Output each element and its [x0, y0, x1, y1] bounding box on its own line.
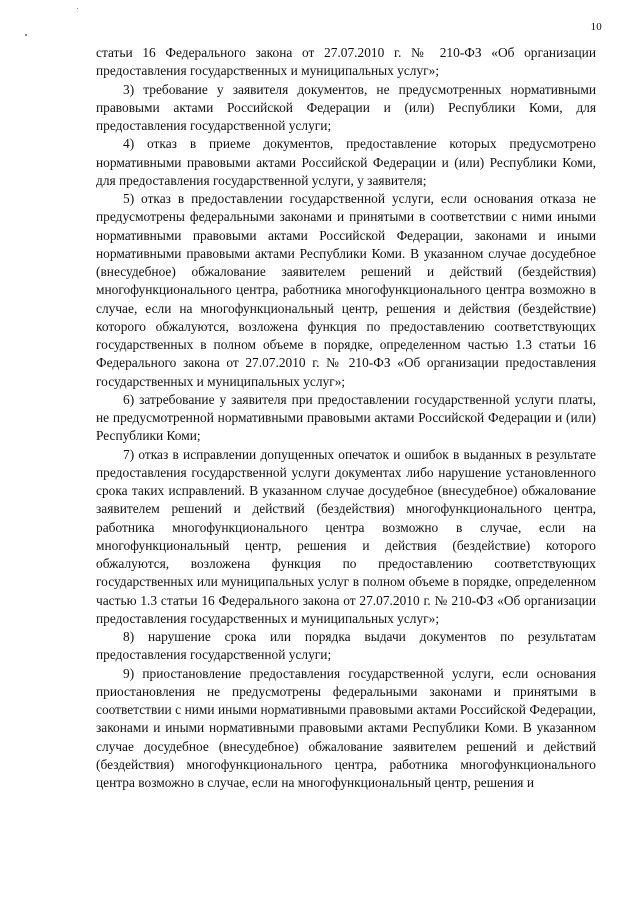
- list-item-9: 9) приостановление предоставления государственной услуги, если основания приостановления не предусмотрены федеральными законами и принятыми в соответствии с ними иными нормативными правовыми актами Российской Федерации, законами и иными нормативными правовыми актами Республики Коми. В указанном случае досудебное (внесудебное) обжалование заявителем решений и действий (бездействия) многофункционального центра, работника многофункционального центра возможно в случае, если на многофункциональный центр, решения и: [96, 665, 596, 790]
- list-item-3: 3) требование у заявителя документов, не предусмотренных нормативными правовыми актами Российской Федерации и (или) Республики Коми, для предоставления государственной услуги;: [96, 81, 596, 133]
- list-item-4: 4) отказ в приеме документов, предоставление которых предусмотрено нормативными правовыми актами Российской Федерации и (или) Республики Коми, для предоставления государственной услуги, у заявителя;: [96, 136, 596, 188]
- page-number: 10: [590, 21, 602, 33]
- list-item-8: 8) нарушение срока или порядка выдачи документов по результатам предоставления государственной услуги;: [96, 629, 596, 663]
- scan-speck: [77, 8, 78, 9]
- document-body: [96, 44, 596, 792]
- list-item-5: 5) отказ в предоставлении государственной услуги, если основания отказа не предусмотрены федеральными законами и принятыми в соответствии с ними иными нормативными правовыми актами Российской Федерации, законами и иными нормативными правовыми актами Республики Коми. В указанном случае досудебное (внесудебное) обжалование заявителем решений и действий (бездействия) многофункционального центра, работника многофункционального центра возможно в случае, если на многофункциональный центр, решения и действия (бездействие) которого обжалуются, возложена функция по предоставлению соответствующих государственных в полном объеме в порядке, определенном частью 1.3 статьи 16 Федерального закона от 27.07.2010 г. № 210-ФЗ «Об организации предоставления государственных и муниципальных услуг»;: [96, 191, 596, 389]
- list-item-7: 7) отказ в исправлении допущенных опечаток и ошибок в выданных в результате предоставления государственной услуги документах либо нарушение установленного срока таких исправлений. В указанном случае досудебное (внесудебное) обжалование заявителем решений и действий (бездействия) многофункционального центра, работника многофункционального центра возможно в случае, если на многофункциональный центр, решения и действия (бездействие) которого обжалуются, возложена функция по предоставлению соответствующих государственных или муниципальных услуг в полном объеме в порядке, определенном частью 1.3 статьи 16 Федерального закона от 27.07.2010 г. № 210-ФЗ «Об организации предоставления государственных и муниципальных услуг»;: [96, 446, 596, 626]
- paragraph-continuation: статьи 16 Федерального закона от 27.07.2010 г. № 210-ФЗ «Об организации предоставления государственных и муниципальных услуг»;: [96, 45, 596, 79]
- list-item-6: 6) затребование у заявителя при предоставлении государственной услуги платы, не предусмотренной нормативными правовыми актами Российской Федерации и (или) Республики Коми;: [96, 391, 596, 444]
- scan-speck: [25, 34, 27, 36]
